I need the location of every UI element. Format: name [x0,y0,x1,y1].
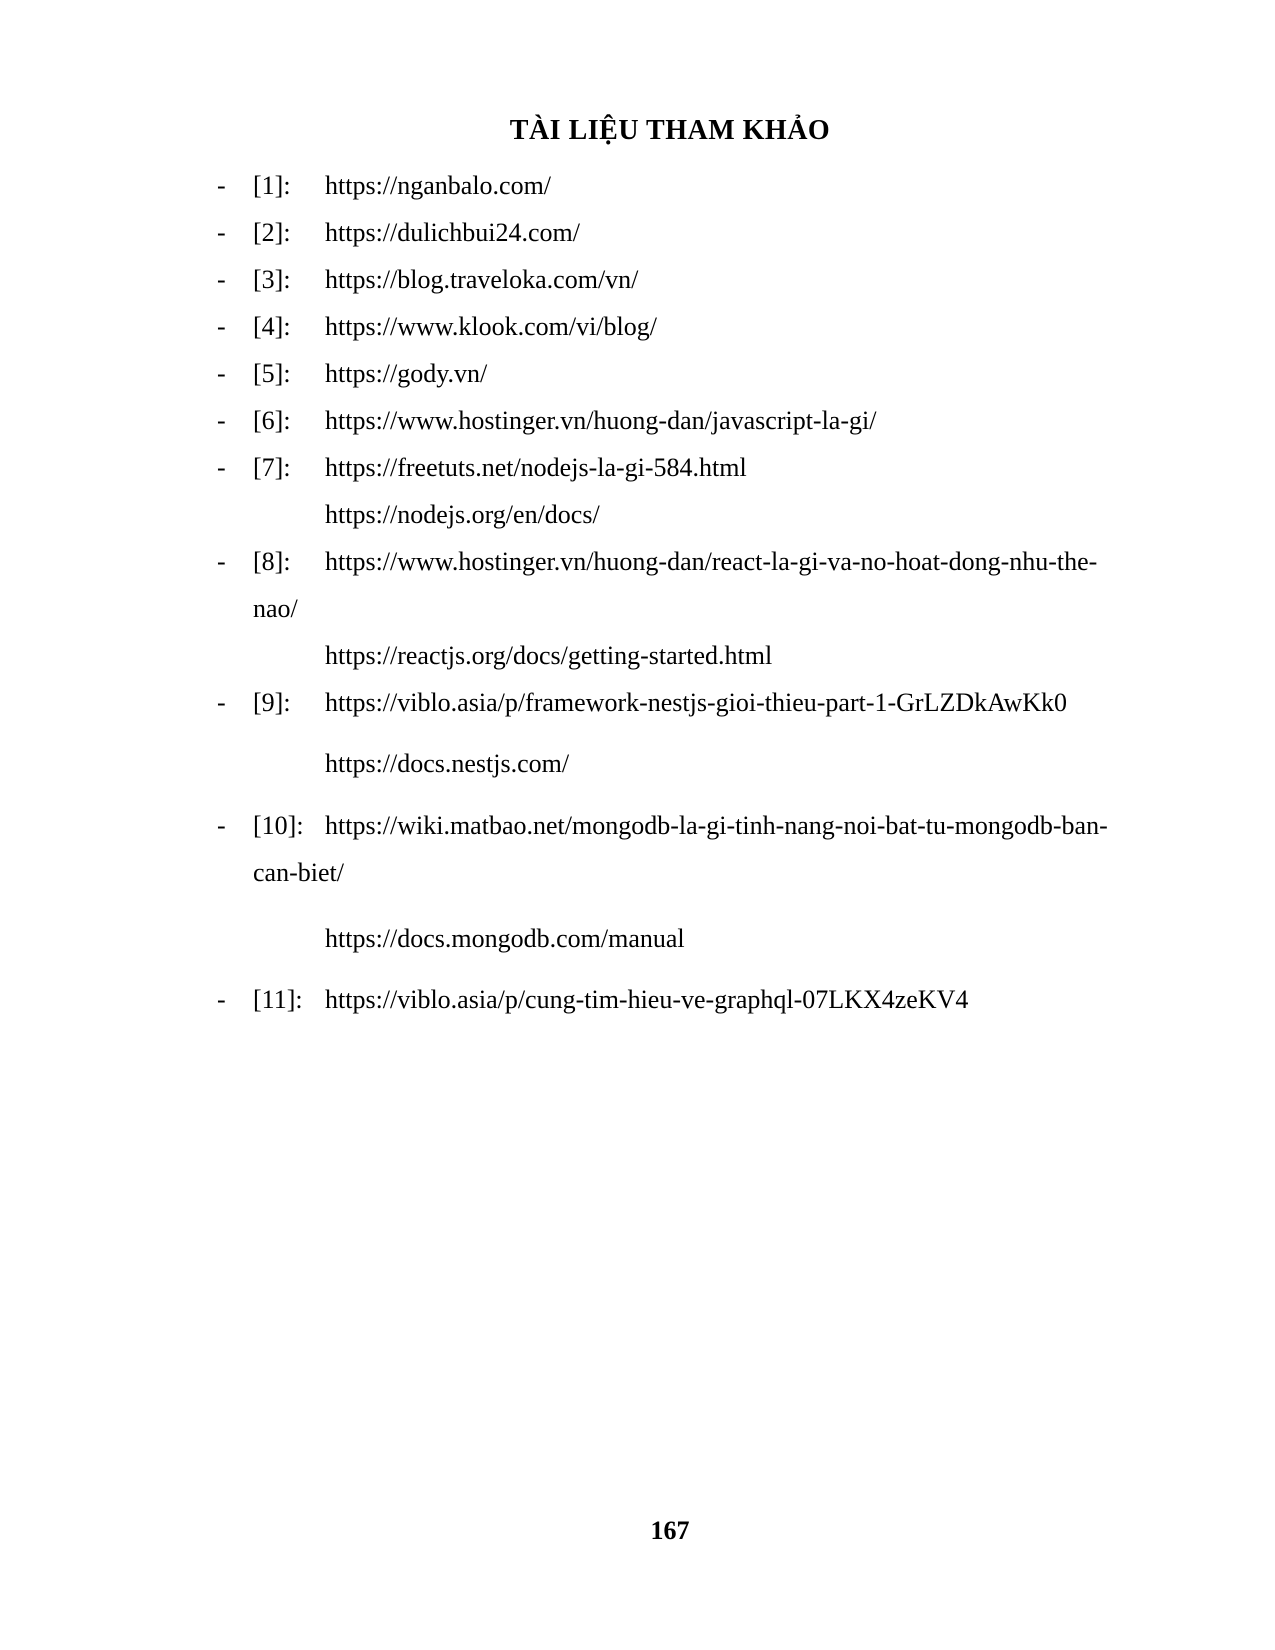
reference-label: [7]: [253,453,291,482]
reference-url[interactable]: https://docs.nestjs.com/ [325,749,570,778]
reference-item-6 [215,397,1215,444]
reference-item-10 [215,802,1215,962]
page-number: 167 [650,1516,690,1545]
list-dash: - [217,218,226,247]
list-dash: - [217,406,226,435]
reference-url[interactable]: https://nodejs.org/en/docs/ [325,500,600,529]
reference-url[interactable]: https://viblo.asia/p/cung-tim-hieu-ve-graphql-07LKX4zeKV4 [325,985,969,1014]
reference-item-3 [215,256,1215,303]
reference-url[interactable]: https://viblo.asia/p/framework-nestjs-gioi-thieu-part-1-GrLZDkAwKk0 [325,688,1068,717]
reference-item-5 [215,350,1215,397]
reference-label: [1]: [253,171,291,200]
reference-label: [11]: [253,985,303,1014]
reference-item-2 [215,209,1215,256]
reference-url[interactable]: https://www.hostinger.vn/huong-dan/javascript-la-gi/ [325,406,877,435]
reference-url[interactable]: https://www.klook.com/vi/blog/ [325,312,657,341]
reference-url-wrap[interactable]: nao/ [253,594,298,623]
reference-url[interactable]: https://nganbalo.com/ [325,171,552,200]
reference-url[interactable]: https://gody.vn/ [325,359,488,388]
list-dash: - [217,171,226,200]
reference-item-1 [215,162,1215,209]
list-dash: - [217,547,226,576]
reference-url[interactable]: https://docs.mongodb.com/manual [325,924,685,953]
reference-url[interactable]: https://www.hostinger.vn/huong-dan/react-la-gi-va-no-hoat-dong-nhu-the- [325,547,1098,576]
reference-label: [10]: [253,811,304,840]
reference-url-wrap[interactable]: can-biet/ [253,858,344,887]
reference-url[interactable]: https://dulichbui24.com/ [325,218,580,247]
reference-item-7 [215,444,1215,538]
list-dash: - [217,688,226,717]
list-dash: - [217,453,226,482]
page-title: TÀI LIỆU THAM KHẢO [509,115,831,146]
reference-item-11 [215,976,1215,1023]
reference-url[interactable]: https://freetuts.net/nodejs-la-gi-584.html [325,453,747,482]
reference-label: [3]: [253,265,291,294]
reference-label: [8]: [253,547,291,576]
reference-label: [4]: [253,312,291,341]
list-dash: - [217,265,226,294]
reference-url[interactable]: https://wiki.matbao.net/mongodb-la-gi-tinh-nang-noi-bat-tu-mongodb-ban- [325,811,1108,840]
reference-url[interactable]: https://reactjs.org/docs/getting-started.html [325,641,773,670]
reference-item-8 [215,538,1215,679]
reference-label: [2]: [253,218,291,247]
reference-url[interactable]: https://blog.traveloka.com/vn/ [325,265,639,294]
reference-label: [6]: [253,406,291,435]
list-dash: - [217,312,226,341]
reference-label: [9]: [253,688,291,717]
list-dash: - [217,985,226,1014]
reference-label: [5]: [253,359,291,388]
reference-list [215,162,1215,1023]
reference-item-4 [215,303,1215,350]
reference-item-9 [215,679,1215,787]
list-dash: - [217,811,226,840]
list-dash: - [217,359,226,388]
